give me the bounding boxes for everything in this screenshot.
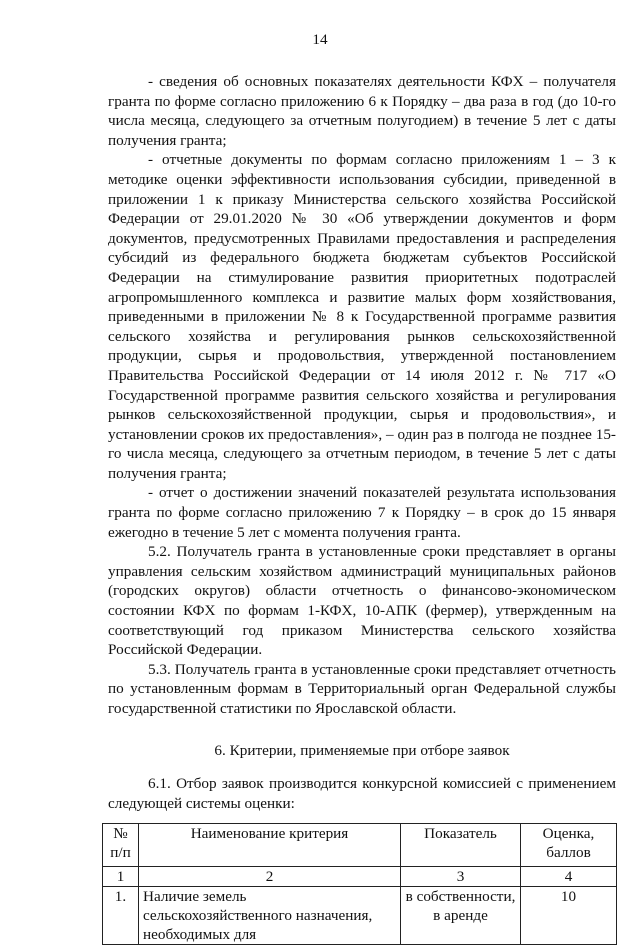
row-indicator: в собственности, в аренде [401,887,521,945]
paragraph-results-report: - отчет о достижении значений показателей результата использования гранта по форме согласно приложению 7 к Порядку – в срок до 15 января ежегодно в течение 5 лет с момента получения гранта. [108,484,616,541]
row-score: 10 [521,887,617,945]
header-number: № п/п [103,824,139,867]
paragraph-kfh-indicators: - сведения об основных показателях деятельности КФХ – получателя гранта по форме согласно приложению 6 к Порядку – два раза в год (до 10-го числа месяца, следующего за отчетным полугодием) в течение 5 лет с даты получения гранта; [108,73,616,149]
criteria-table [102,823,617,945]
header-score: Оценка, баллов [521,824,617,867]
table-row [103,887,617,945]
paragraph-5-2: 5.2. Получатель гранта в установленные сроки представляет в органы управления сельским хозяйством администраций муниципальных районов (городских округов) области отчетность о финансово-экономическом состоянии КФХ по формам 1-КФХ, 10-АПК (фермер), утвержденным на соответствующий год приказом Министерства сельского хозяйства Российской Федерации. [108,543,616,659]
paragraph-5-3: 5.3. Получатель гранта в установленные сроки представляет отчетность по установленным формам в Территориальный орган Федеральной службы государственной статистики по Ярославской области. [108,660,616,717]
document-body [108,72,616,945]
row-criterion: Наличие земель сельскохозяйственного назначения, необходимых для [139,887,401,945]
column-number: 4 [521,867,617,887]
table-header-row [103,824,617,867]
header-indicator: Показатель [401,824,521,867]
table-column-numbers-row [103,867,617,887]
column-number: 3 [401,867,521,887]
section-heading: 6. Критерии, применяемые при отборе заявок [214,741,510,759]
header-criterion: Наименование критерия [139,824,401,867]
column-number: 1 [103,867,139,887]
row-number: 1. [103,887,139,945]
page-number: 14 [312,31,328,48]
section-lead: 6.1. Отбор заявок производится конкурсной комиссией с применением следующей системы оценки: [108,775,616,812]
column-number: 2 [139,867,401,887]
paragraph-report-documents: - отчетные документы по формам согласно приложениям 1 – 3 к методике оценки эффективности использования субсидии, приведенной в приложении 1 к приказу Министерства сельского хозяйства Российской Федерации от 29.01.2020 № 30 «Об утверждении документов и форм документов, предусмотренных Правилами предоставления и распределения субсидий из федерального бюджета бюджетам субъектов Российской Федерации на стимулирование развития приоритетных подотраслей агропромышленного комплекса и развитие малых форм хозяйствования, приведенными в приложении № 8 к Государственной программе развития сельского хозяйства и регулирования рынков сельскохозяйственной продукции, сырья и продовольствия, утвержденной постановлением Правительства Российской Федерации от 14 июля 2012 г. № 717 «О Государственной программе развития сельского хозяйства и регулирования рынков сельскохозяйственной продукции, сырья и продовольствия», и установлении сроков их предоставления», – один раз в полгода не позднее 15-го числа месяца, следующего за отчетным периодом, в течение 5 лет с даты получения гранта; [108,151,616,482]
